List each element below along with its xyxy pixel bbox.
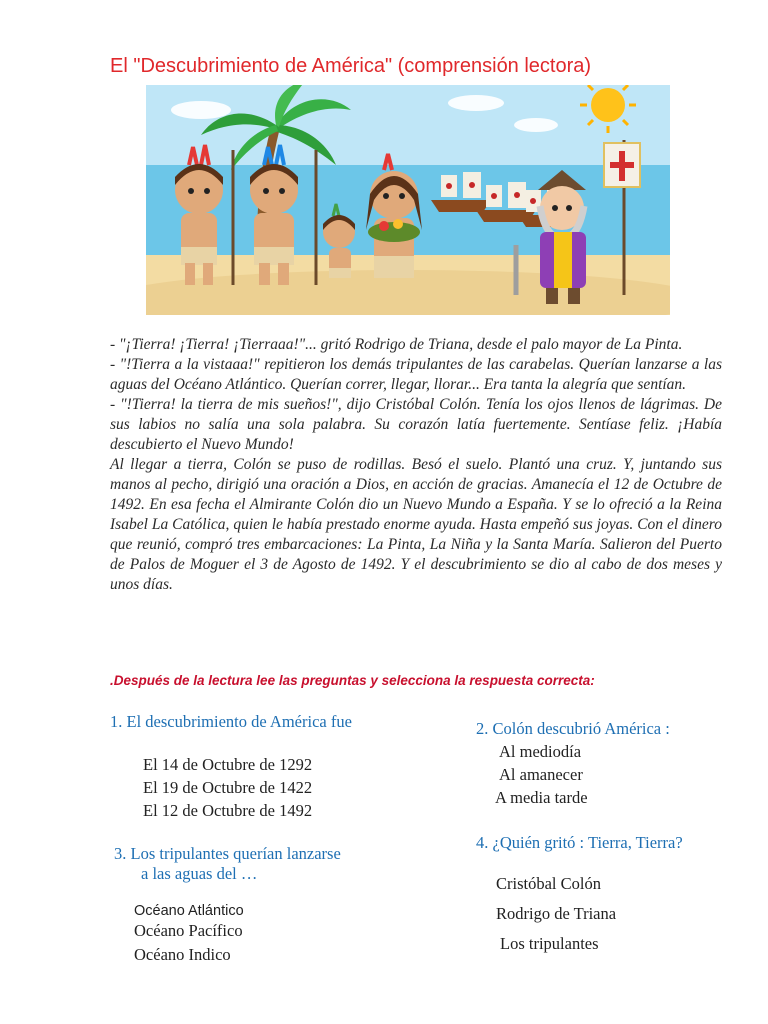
instruction-text: .Después de la lectura lee las preguntas y selecciona la respuesta correcta: — [110, 673, 595, 688]
question-3-option-a[interactable]: Océano Atlántico — [134, 903, 244, 919]
page-title: El "Descubrimiento de América" (comprensión lectora) — [110, 55, 592, 77]
question-2-option-b[interactable]: Al amanecer — [499, 765, 583, 784]
question-4-option-c[interactable]: Los tripulantes — [500, 934, 599, 953]
illustration-discovery-scene — [146, 85, 670, 315]
reading-paragraph: Al llegar a tierra, Colón se puso de rodillas. Besó el suelo. Plantó una cruz. Y, juntando sus manos al pecho, dirigió una oración a Dios, en acción de gracias. Amanecía el 12 de Octubre de 1492. En esa fecha el Almirante Colón dio un Nuevo Mundo a España. Y se lo ofreció a la Reina Isabel La Católica, quien le había prestado enorme ayuda. Hasta empeñó sus joyas. Con el dinero que reunió, compró tres embarcaciones: La Pinta, La Niña y la Santa María. Salieron del Puerto de Palos de Moguer el 3 de Agosto de 1492. Y el descubrimiento se dio al cabo de dos meses y unos días. — [110, 456, 722, 593]
reading-paragraph: - "!Tierra! la tierra de mis sueños!", dijo Cristóbal Colón. Tenía los ojos llenos de lágrimas. De sus labios no salía una sola palabra. Su corazón latía fuertemente. Sentíase feliz. ¡Había descubierto el Nuevo Mundo! — [110, 396, 722, 453]
question-3-option-b[interactable]: Océano Pacífico — [134, 921, 243, 940]
question-1-option-a[interactable]: El 14 de Octubre de 1292 — [143, 755, 313, 774]
question-3-label-line2: a las aguas del … — [141, 864, 258, 883]
reading-paragraph: - "¡Tierra! ¡Tierra! ¡Tierraaa!"... gritó Rodrigo de Triana, desde el palo mayor de La Pinta. — [110, 336, 683, 353]
question-4-option-b[interactable]: Rodrigo de Triana — [496, 904, 617, 923]
question-2-option-c[interactable]: A media tarde — [495, 788, 588, 807]
question-2-option-a[interactable]: Al mediodía — [499, 742, 582, 761]
question-1-label: 1. El descubrimiento de América fue — [110, 712, 352, 731]
question-3-label-line1: 3. Los tripulantes querían lanzarse — [114, 844, 341, 863]
reading-passage — [110, 335, 722, 595]
reading-paragraph: - "!Tierra a la vistaaa!" repitieron los demás tripulantes de las carabelas. Querían lanzarse a las aguas del Océano Atlántico. Querían correr, llegar, llorar... Era tanta la alegría que sentían. — [110, 356, 722, 393]
question-2-label: 2. Colón descubrió América : — [476, 719, 670, 738]
question-1-option-b[interactable]: El 19 de Octubre de 1422 — [143, 778, 313, 797]
question-1-option-c[interactable]: El 12 de Octubre de 1492 — [143, 801, 313, 820]
question-3-option-c[interactable]: Océano Indico — [134, 945, 231, 964]
question-4-option-a[interactable]: Cristóbal Colón — [496, 874, 601, 893]
question-4-label: 4. ¿Quién gritó : Tierra, Tierra? — [476, 833, 683, 852]
